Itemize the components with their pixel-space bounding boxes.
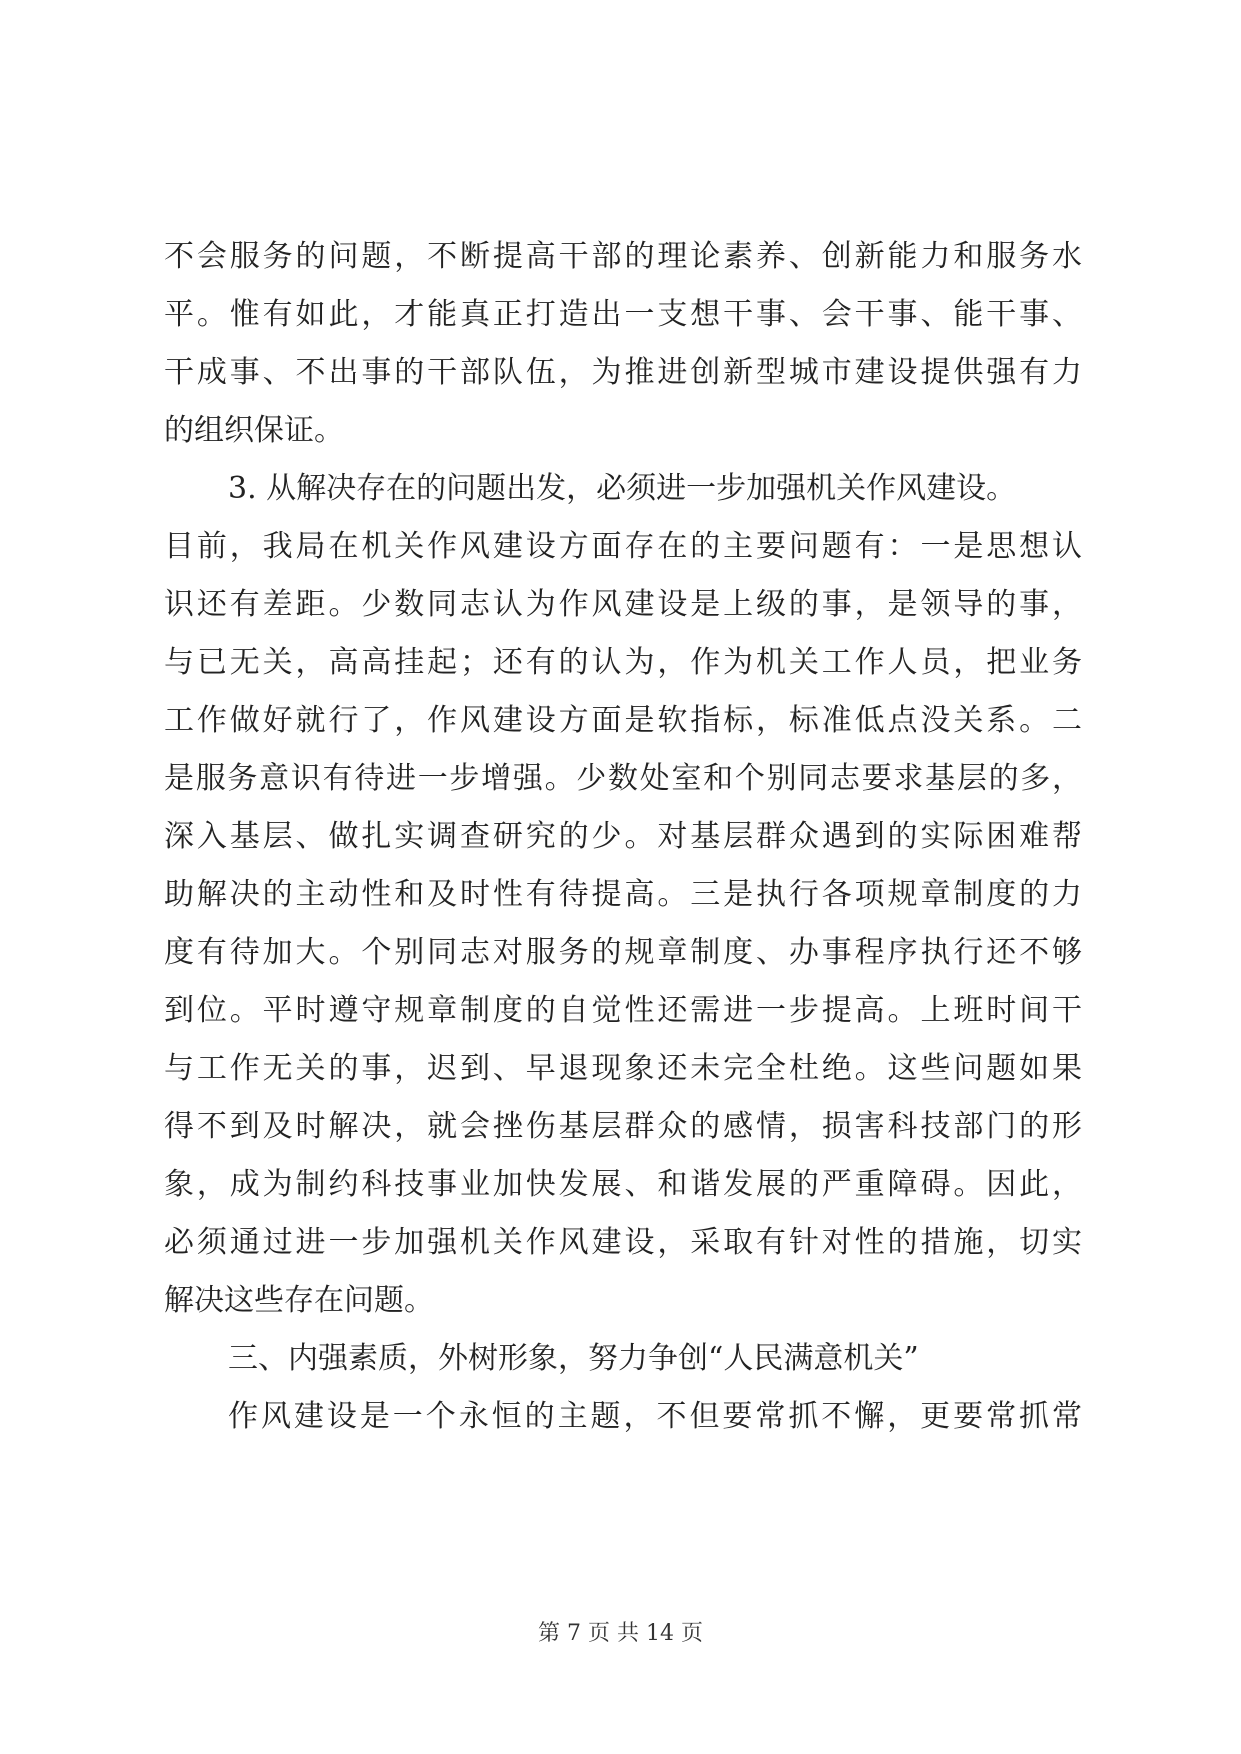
text-line: 3. 从解决存在的问题出发，必须进一步加强机关作风建设。 <box>228 471 1017 506</box>
text-line: 是服务意识有待进一步增强。少数处室和个别同志要求基层的多， <box>164 761 1082 796</box>
text-line: 三、内强素质，外树形象，努力争创“人民满意机关” <box>228 1341 919 1376</box>
page-number-footer: 第 7 页 共 14 页 <box>538 1621 703 1646</box>
text-line: 平。惟有如此，才能真正打造出一支想干事、会干事、能干事、 <box>164 297 1082 332</box>
document-body <box>164 228 1082 1446</box>
section-heading <box>164 1330 1082 1388</box>
text-line: 得不到及时解决，就会挫伤基层群众的感情，损害科技部门的形 <box>164 1109 1082 1144</box>
text-line: 深入基层、做扎实调查研究的少。对基层群众遇到的实际困难帮 <box>164 819 1082 854</box>
text-line: 目前，我局在机关作风建设方面存在的主要问题有：一是思想认 <box>164 529 1082 564</box>
paragraph <box>164 1388 1082 1446</box>
text-line: 工作做好就行了，作风建设方面是软指标，标准低点没关系。二 <box>164 703 1082 738</box>
text-line: 度有待加大。个别同志对服务的规章制度、办事程序执行还不够 <box>164 935 1082 970</box>
text-line: 到位。平时遵守规章制度的自觉性还需进一步提高。上班时间干 <box>164 993 1082 1028</box>
text-line: 必须通过进一步加强机关作风建设，采取有针对性的措施，切实 <box>164 1225 1082 1260</box>
text-line: 识还有差距。少数同志认为作风建设是上级的事，是领导的事， <box>164 587 1082 622</box>
paragraph <box>164 228 1082 460</box>
text-line: 的组织保证。 <box>164 413 344 448</box>
text-line: 解决这些存在问题。 <box>164 1283 434 1318</box>
text-line: 与已无关，高高挂起；还有的认为，作为机关工作人员，把业务 <box>164 645 1082 680</box>
text-line: 干成事、不出事的干部队伍，为推进创新型城市建设提供强有力 <box>164 355 1082 390</box>
text-line: 作风建设是一个永恒的主题，不但要常抓不懈，更要常抓常 <box>228 1399 1082 1434</box>
text-line: 助解决的主动性和及时性有待提高。三是执行各项规章制度的力 <box>164 877 1082 912</box>
text-line: 与工作无关的事，迟到、早退现象还未完全杜绝。这些问题如果 <box>164 1051 1082 1086</box>
text-line: 象，成为制约科技事业加快发展、和谐发展的严重障碍。因此， <box>164 1167 1082 1202</box>
paragraph <box>164 460 1082 1330</box>
text-line: 不会服务的问题，不断提高干部的理论素养、创新能力和服务水 <box>164 239 1082 274</box>
